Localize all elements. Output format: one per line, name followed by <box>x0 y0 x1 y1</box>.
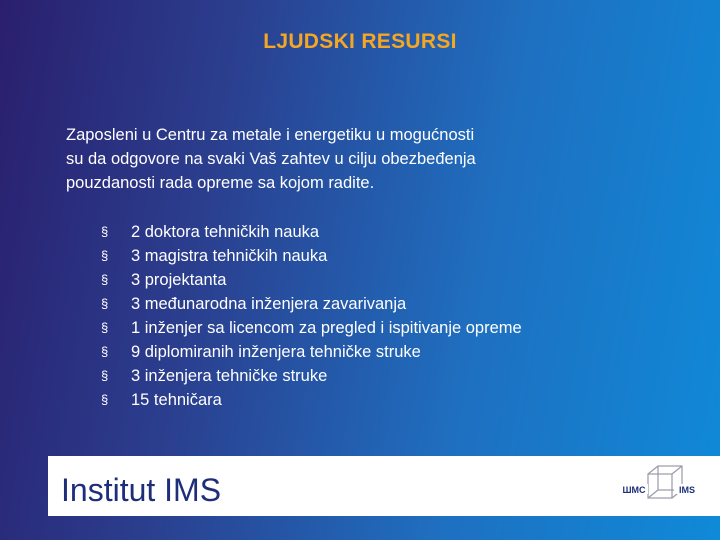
list-item <box>101 220 522 244</box>
footer-bar <box>48 456 720 516</box>
bullet-icon: § <box>101 344 109 359</box>
slide-title: LJUDSKI RESURSI <box>263 30 457 53</box>
list-item-text: 3 projektanta <box>131 271 227 289</box>
list-item <box>101 292 522 316</box>
list-item-text: 2 doktora tehničkih nauka <box>131 223 320 241</box>
list-item <box>101 364 522 388</box>
bullet-icon: § <box>101 320 109 335</box>
logo-right-text: IMS <box>678 485 696 495</box>
bullet-icon: § <box>101 296 109 311</box>
bullet-icon: § <box>101 392 109 407</box>
list-item <box>101 244 522 268</box>
list-item <box>101 268 522 292</box>
bullet-icon: § <box>101 272 109 287</box>
list-item <box>101 316 522 340</box>
bullet-icon: § <box>101 368 109 383</box>
list-item-text: 9 diplomiranih inženjera tehničke struke <box>131 343 421 361</box>
intro-line: su da odgovore na svaki Vaš zahtev u cilju obezbeđenja <box>66 150 476 168</box>
list-item <box>101 340 522 364</box>
list-item-text: 1 inženjer sa licencom za pregled i ispitivanje opreme <box>131 319 522 337</box>
intro-line: Zaposleni u Centru za metale i energetiku u mogućnosti <box>66 126 475 144</box>
ims-logo-icon <box>618 462 702 510</box>
list-item <box>101 388 522 412</box>
staff-list <box>101 220 522 412</box>
bullet-icon: § <box>101 224 109 239</box>
intro-line: pouzdanosti rada opreme sa kojom radite. <box>66 174 375 192</box>
logo-left-text: ШМС <box>622 485 646 495</box>
brand-name: Institut IMS <box>61 472 222 508</box>
bullet-icon: § <box>101 248 109 263</box>
list-item-text: 3 magistra tehničkih nauka <box>131 247 328 265</box>
list-item-text: 15 tehničara <box>131 391 222 409</box>
list-item-text: 3 inženjera tehničke struke <box>131 367 328 385</box>
list-item-text: 3 međunarodna inženjera zavarivanja <box>131 295 407 313</box>
intro-paragraph <box>66 123 626 195</box>
